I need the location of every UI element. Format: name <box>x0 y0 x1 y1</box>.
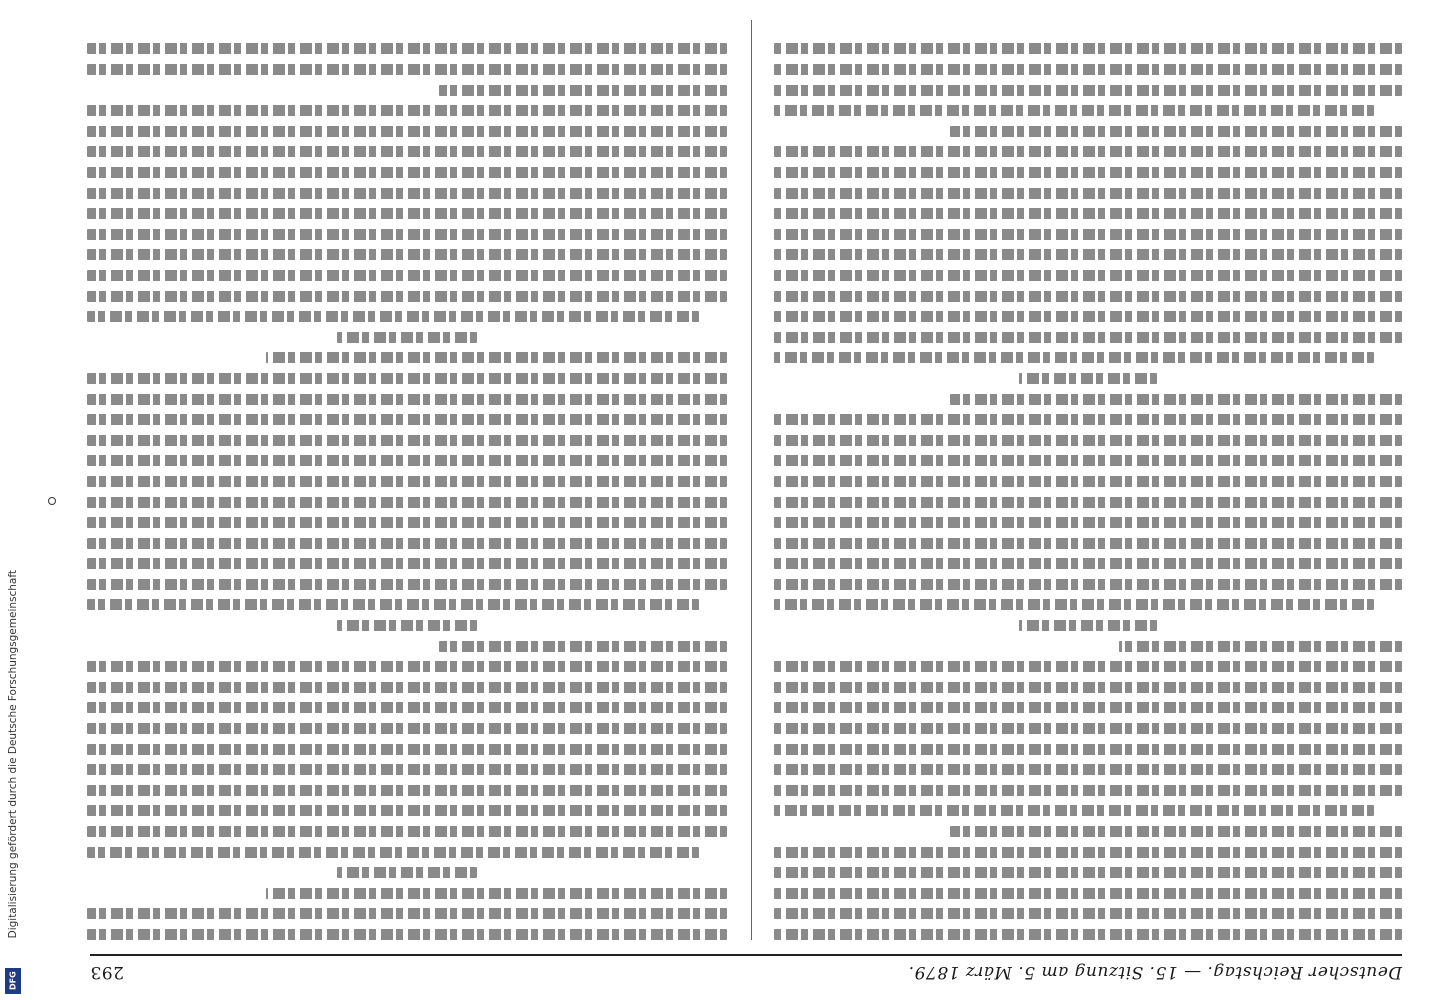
text-line <box>774 352 1374 363</box>
column-divider <box>751 20 752 940</box>
text-line <box>774 908 1402 919</box>
text-line <box>774 805 1374 816</box>
text-line <box>87 373 727 384</box>
text-line <box>774 888 1402 899</box>
text-line <box>1019 373 1157 384</box>
page-header <box>90 954 1402 982</box>
text-line <box>774 455 1402 466</box>
text-line <box>87 497 727 508</box>
text-line <box>266 888 727 899</box>
text-line <box>774 146 1402 157</box>
text-line <box>774 764 1402 775</box>
text-line <box>87 929 727 940</box>
scan-mark <box>48 497 56 505</box>
text-line <box>439 641 727 652</box>
text-line <box>774 785 1402 796</box>
dfg-logo-icon: DFG <box>5 968 21 994</box>
text-line <box>774 85 1402 96</box>
text-line <box>774 744 1402 755</box>
text-line <box>774 332 1402 343</box>
text-line <box>950 394 1402 405</box>
text-line <box>774 167 1402 178</box>
text-line <box>774 270 1402 281</box>
text-line <box>87 146 727 157</box>
right-column-text <box>87 20 727 940</box>
page-number: 293 <box>90 962 124 982</box>
text-line <box>774 929 1402 940</box>
text-line <box>774 229 1402 240</box>
text-line <box>87 517 727 528</box>
text-line <box>774 867 1402 878</box>
text-line <box>950 826 1402 837</box>
text-line <box>87 476 727 487</box>
running-title: Deutscher Reichstag. — 15. Sitzung am 5. März 1879. <box>908 962 1402 982</box>
text-line <box>87 414 727 425</box>
text-line <box>1019 620 1157 631</box>
text-line <box>87 661 727 672</box>
text-line <box>87 455 727 466</box>
text-line <box>774 600 1374 611</box>
text-line <box>87 805 727 816</box>
text-line <box>337 620 478 631</box>
text-line <box>87 394 727 405</box>
text-line <box>774 497 1402 508</box>
text-line <box>87 64 727 75</box>
text-line <box>87 908 727 919</box>
left-column-text <box>774 20 1402 940</box>
text-line <box>774 291 1402 302</box>
text-line <box>87 538 727 549</box>
text-line <box>87 682 727 693</box>
text-line <box>774 476 1402 487</box>
text-line <box>87 43 727 54</box>
text-line <box>337 867 478 878</box>
text-line <box>87 744 727 755</box>
text-line <box>87 826 727 837</box>
text-line <box>87 188 727 199</box>
text-line <box>774 105 1374 116</box>
text-line <box>774 538 1402 549</box>
text-line <box>774 311 1402 322</box>
text-line <box>774 188 1402 199</box>
text-line <box>774 702 1402 713</box>
text-line <box>266 352 727 363</box>
text-line <box>87 435 727 446</box>
text-line <box>87 723 727 734</box>
text-line <box>774 723 1402 734</box>
digitization-stamp <box>0 0 26 1000</box>
digitization-note: Digitalisierung gefördert durch die Deutsche Forschungsgemeinschaft <box>7 569 19 938</box>
text-line <box>774 249 1402 260</box>
text-line <box>950 126 1402 137</box>
text-line <box>87 291 727 302</box>
text-line <box>774 558 1402 569</box>
text-line <box>87 785 727 796</box>
text-line <box>337 332 478 343</box>
text-line <box>774 208 1402 219</box>
text-line <box>87 600 699 611</box>
text-line <box>774 661 1402 672</box>
text-line <box>87 105 727 116</box>
text-line <box>87 229 727 240</box>
text-line <box>1119 641 1402 652</box>
text-line <box>87 579 727 590</box>
text-line <box>87 167 727 178</box>
text-line <box>87 764 727 775</box>
text-line <box>87 249 727 260</box>
text-line <box>87 208 727 219</box>
text-line <box>774 435 1402 446</box>
text-line <box>774 682 1402 693</box>
text-line <box>87 126 727 137</box>
text-line <box>774 847 1402 858</box>
text-line <box>87 270 727 281</box>
text-line <box>87 702 727 713</box>
text-line <box>774 414 1402 425</box>
text-line <box>774 517 1402 528</box>
text-line <box>774 579 1402 590</box>
text-line <box>87 558 727 569</box>
rotated-sheet <box>60 0 1432 1000</box>
text-line <box>439 85 727 96</box>
text-line <box>774 43 1402 54</box>
text-line <box>87 311 699 322</box>
text-line <box>774 64 1402 75</box>
text-line <box>87 847 699 858</box>
